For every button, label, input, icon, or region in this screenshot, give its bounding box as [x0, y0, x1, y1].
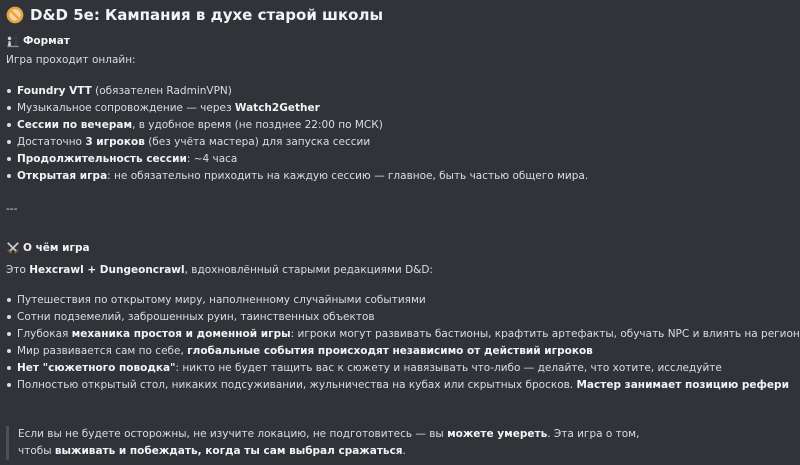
list-item: Продолжительность сессии: ~4 часа	[6, 151, 588, 168]
list-item: Открытая игра: не обязательно приходить на каждую сессию — главное, быть частью общего мира.	[6, 168, 588, 185]
list-item: Сотни подземелий, заброшенных руин, таинственных объектов	[6, 309, 800, 326]
page-title	[6, 5, 383, 25]
list-item: Сессии по вечерам, в удобное время (не позднее 22:00 по МСК)	[6, 117, 588, 134]
format-heading	[6, 33, 70, 49]
format-list	[6, 83, 588, 185]
separator: ---	[6, 203, 18, 215]
title-text: D&D 5e: Кампания в духе старой школы	[30, 6, 384, 24]
list-item: Достаточно 3 игроков (без учёта мастера) для запуска сессии	[6, 134, 588, 151]
list-item: Полностью открытый стол, никаких подсуживании, жульничества на кубах или скрытных бросков. Мастер занимает позицию рефери	[6, 377, 800, 394]
list-item: Foundry VTT (обязателен RadminVPN)	[6, 83, 588, 100]
chess-pawns-icon	[6, 34, 20, 48]
about-heading-text: О чём игра	[23, 242, 90, 254]
format-heading-text: Формат	[23, 35, 70, 47]
about-intro: Это Hexcrawl + Dungeoncrawl, вдохновлённый старыми редакциями D&D:	[6, 264, 433, 276]
about-list	[6, 292, 800, 394]
format-intro: Игра проходит онлайн:	[6, 54, 136, 66]
prohibited-icon	[6, 6, 24, 24]
list-item: Нет "сюжетного поводка": никто не будет тащить вас к сюжету и навязывать что-либо — делайте, что хотите, исследуйте	[6, 360, 800, 377]
crossed-swords-icon	[6, 241, 20, 255]
list-item: Путешествия по открытому миру, наполненному случайными событиями	[6, 292, 800, 309]
list-item: Музыкальное сопровождение — через Watch2Gether	[6, 100, 588, 117]
list-item: Мир развивается сам по себе, глобальные события происходят независимо от действий игроков	[6, 343, 800, 360]
blockquote: Если вы не будете осторожны, не изучите локацию, не подготовитесь — вы можете умереть. Эта игра о том, чтобы выживать и побеждать, когда ты сам выбрал сражаться.	[6, 426, 668, 460]
about-heading	[6, 240, 90, 256]
list-item: Глубокая механика простоя и доменной игры: игроки могут развивать бастионы, крафтить артефакты, обучать NPC и влиять на регион	[6, 326, 800, 343]
